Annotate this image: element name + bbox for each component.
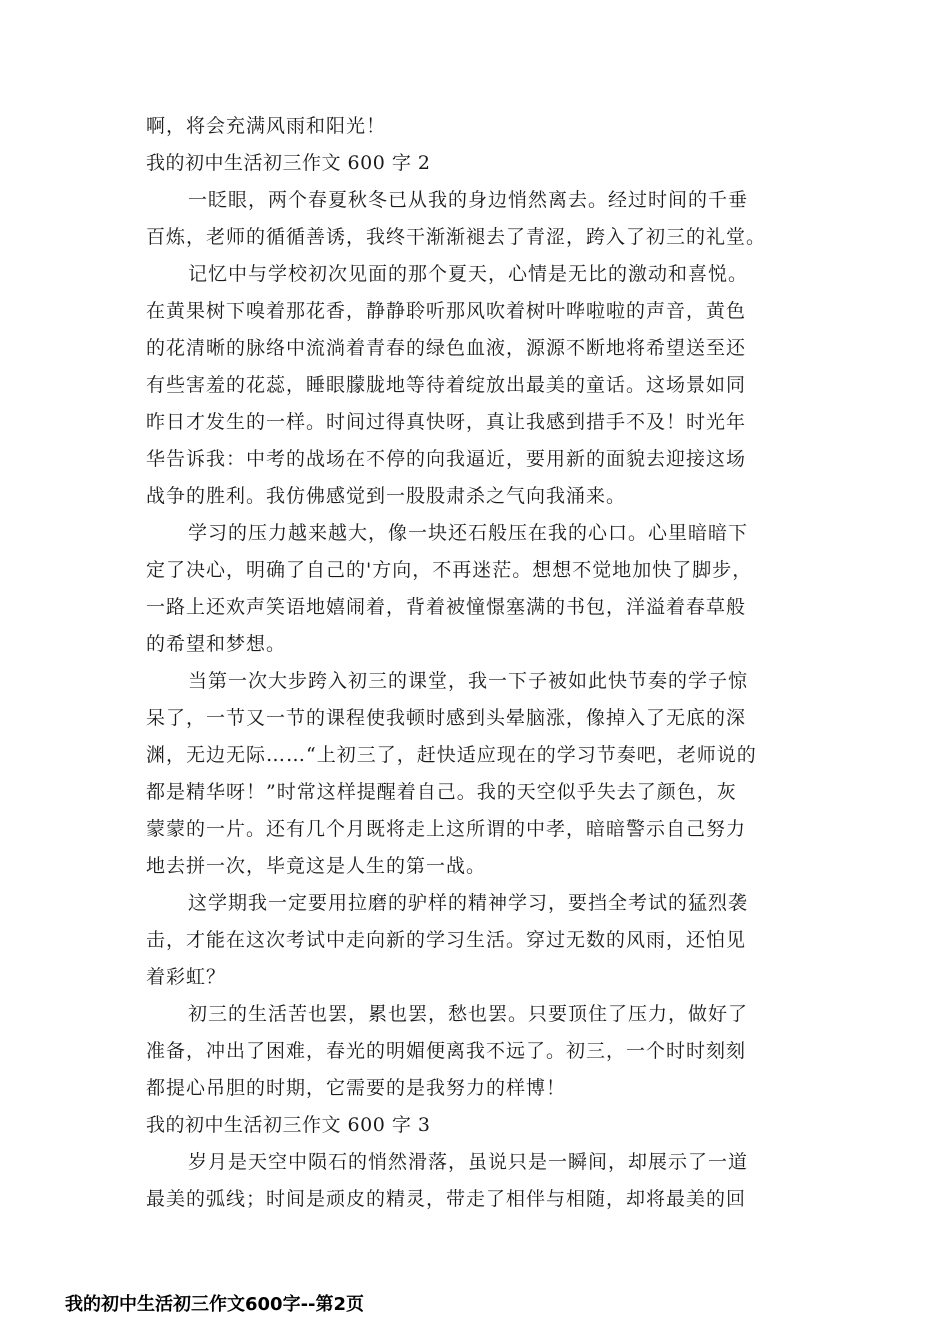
text-line: 百炼，老师的循循善诱，我终干渐渐褪去了青涩，跨入了初三的礼堂。 [146,226,767,248]
paragraph-first-line: 学习的压力越来越大，像一块还石般压在我的心口。心里暗暗下 [188,522,749,544]
paragraph-first-line: 岁月是天空中陨石的悄然滑落，虽说只是一瞬间，却展示了一道 [188,1151,749,1173]
text-line: 呆了，一节又一节的课程使我顿时感到头晕脑涨，像掉入了无底的深 [146,707,747,729]
paragraph-first-line: 当第一次大步跨入初三的课堂，我一下子被如此快节奏的学子惊 [188,670,749,692]
text-line: 着彩虹？ [146,966,227,988]
text-line: 蒙蒙的一片。还有几个月既将走上这所谓的中孝，暗暗警示自己努力 [146,818,747,840]
section-heading: 我的初中生活初三作文 600 字 2 [146,152,431,174]
paragraph-first-line: 初三的生活苦也罢，累也罢，愁也罢。只要顶住了压力，做好了 [188,1003,749,1025]
text-line: 啊，将会充满风雨和阳光！ [146,115,387,137]
text-line: 都提心吊胆的时期，它需要的是我努力的样博！ [146,1077,567,1099]
text-line: 最美的弧线；时间是顽皮的精灵，带走了相伴与相随，却将最美的回 [146,1188,747,1210]
text-line: 渊，无边无际……“上初三了，赶快适应现在的学习节奏吧，老师说的 [146,744,757,766]
text-line: 都是精华呀！”时常这样提醒着自己。我的天空似乎失去了颜色，灰 [146,781,737,803]
paragraph-first-line: 一眨眼，两个春夏秋冬已从我的身边悄然离去。经过时间的千垂 [188,189,749,211]
section-heading: 我的初中生活初三作文 600 字 3 [146,1114,431,1136]
text-line: 战争的胜利。我仿佛感觉到一股股肃杀之气向我涌来。 [146,485,627,507]
text-line: 地去拼一次，毕竟这是人生的第一战。 [146,855,487,877]
text-line: 击，才能在这次考试中走向新的学习生活。穿过无数的风雨，还怕见 [146,929,747,951]
text-line: 准备，冲出了困难，春光的明媚便离我不远了。初三，一个时时刻刻 [146,1040,747,1062]
text-line: 定了决心，明确了自己的'方向，不再迷茫。想想不觉地加快了脚步， [146,559,753,581]
text-line: 在黄果树下嗅着那花香，静静聆听那风吹着树叶哗啦啦的声音，黄色 [146,300,747,322]
text-line: 的希望和梦想。 [146,633,287,655]
paragraph-first-line: 记忆中与学校初次见面的那个夏天，心情是无比的激动和喜悦。 [188,263,749,285]
document-body [146,108,846,1218]
text-line: 的花清晰的脉络中流淌着青春的绿色血液，源源不断地将希望送至还 [146,337,747,359]
page-footer: 我的初中生活初三作文600字--第2页 [65,1294,365,1315]
text-line: 有些害羞的花蕊，睡眼朦胧地等待着绽放出最美的童话。这场景如同 [146,374,747,396]
text-line: 一路上还欢声笑语地嬉闹着，背着被憧憬塞满的书包，洋溢着春草般 [146,596,747,618]
paragraph-first-line: 这学期我一定要用拉磨的驴样的精神学习，要挡全考试的猛烈袭 [188,892,749,914]
text-line: 华告诉我：中考的战场在不停的向我逼近，要用新的面貌去迎接这场 [146,448,747,470]
text-line: 昨日才发生的一样。时间过得真快呀，真让我感到措手不及！时光年 [146,411,747,433]
